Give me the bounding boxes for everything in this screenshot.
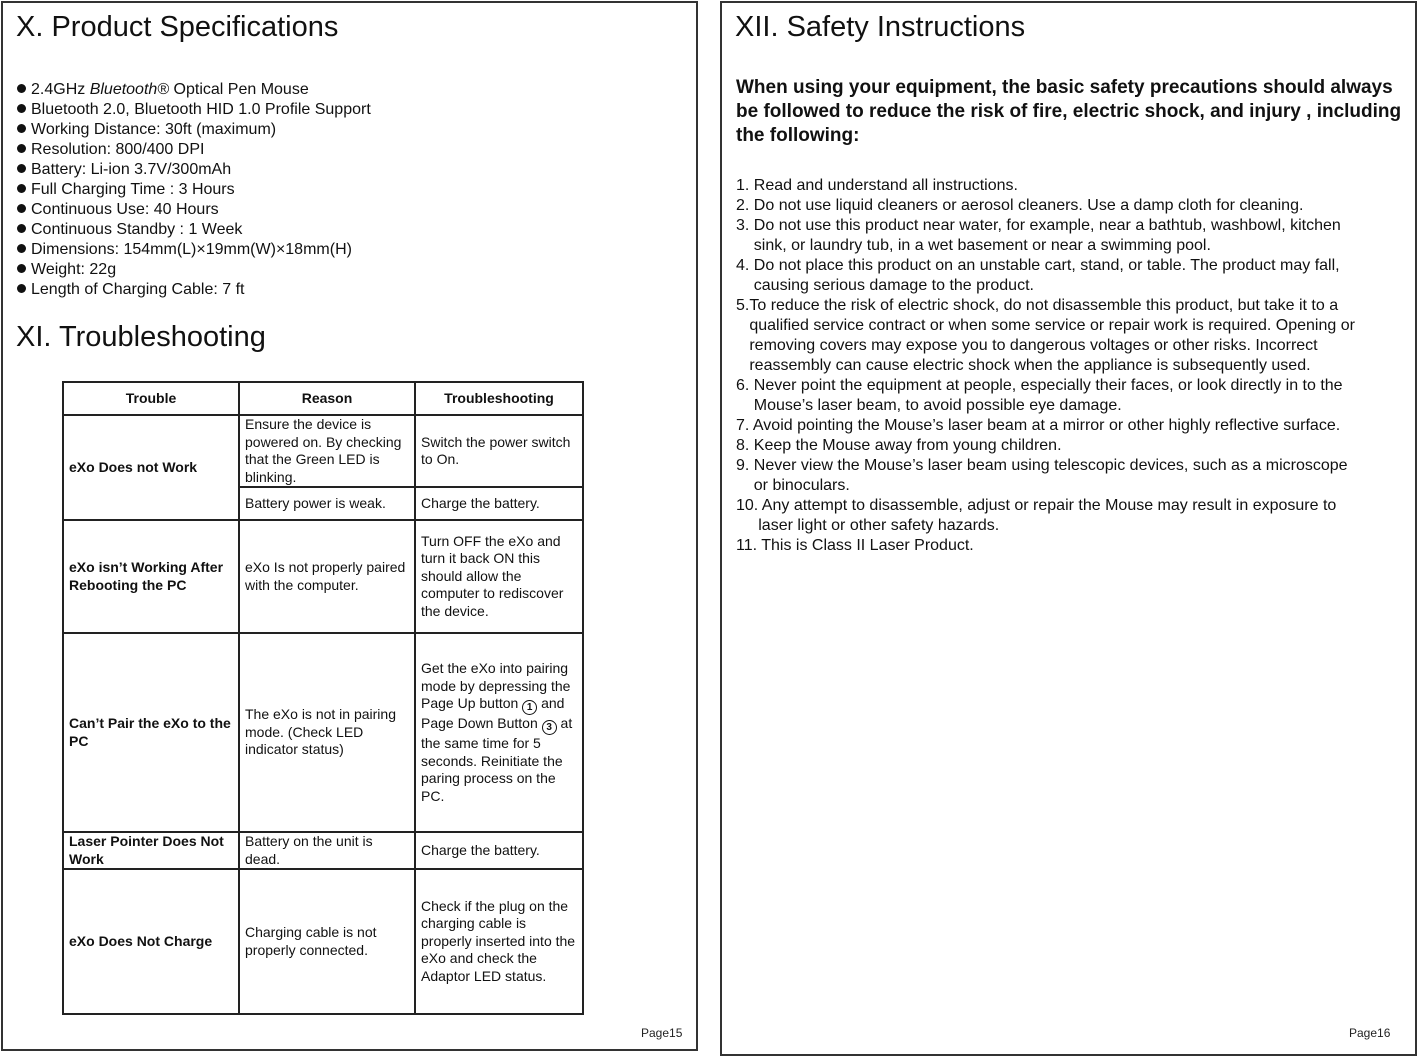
table-row bbox=[63, 520, 583, 633]
bullet-icon bbox=[17, 224, 26, 233]
spec-item: 2.4GHz Bluetooth® Optical Pen Mouse bbox=[17, 80, 371, 100]
specifications-list bbox=[17, 80, 371, 300]
spec-item: Length of Charging Cable: 7 ft bbox=[17, 280, 371, 300]
table-row bbox=[63, 633, 583, 832]
bullet-icon bbox=[17, 124, 26, 133]
page-16 bbox=[720, 1, 1417, 1056]
bullet-icon bbox=[17, 84, 26, 93]
column-header-trouble: Trouble bbox=[63, 382, 239, 415]
reason-cell: eXo Is not properly paired with the computer. bbox=[239, 520, 415, 633]
safety-rule: 3. Do not use this product near water, for example, near a bathtub, washbowl, kitchen sink, or laundry tub, in a wet basement or near a swimming pool. bbox=[736, 217, 1341, 254]
safety-rule: 4. Do not place this product on an unstable cart, stand, or table. The product may fall, causing serious damage to the product. bbox=[736, 257, 1340, 294]
reason-cell: Charging cable is not properly connected. bbox=[239, 869, 415, 1014]
safety-rule: 11. This is Class II Laser Product. bbox=[736, 537, 974, 554]
spec-item: Dimensions: 154mm(L)×19mm(W)×18mm(H) bbox=[17, 240, 371, 260]
fix-cell: Check if the plug on the charging cable is properly inserted into the eXo and check the Adaptor LED status. bbox=[415, 869, 583, 1014]
bullet-icon bbox=[17, 204, 26, 213]
safety-intro: When using your equipment, the basic safety precautions should always be followed to reduce the risk of fire, electric shock, and injury , including the following: bbox=[736, 77, 1402, 146]
reason-cell: The eXo is not in pairing mode. (Check LED indicator status) bbox=[239, 633, 415, 832]
fix-cell: Get the eXo into pairing mode by depressing the Page Up button 1 and Page Down Button 3 at the same time for 5 seconds. Reinitiate the paring process on the PC. bbox=[415, 633, 583, 832]
spec-item: Battery: Li-ion 3.7V/300mAh bbox=[17, 160, 371, 180]
page-number: Page15 bbox=[641, 1026, 683, 1040]
bullet-icon bbox=[17, 264, 26, 273]
fix-cell: Charge the battery. bbox=[415, 832, 583, 869]
trouble-cell: eXo Does Not Charge bbox=[63, 869, 239, 1014]
circled-number-icon: 3 bbox=[542, 720, 557, 735]
bluetooth-trademark: Bluetooth® bbox=[89, 81, 170, 98]
spec-item: Resolution: 800/400 DPI bbox=[17, 140, 371, 160]
column-header-troubleshooting: Troubleshooting bbox=[415, 382, 583, 415]
trouble-cell: eXo Does not Work bbox=[63, 415, 239, 520]
table-row bbox=[63, 869, 583, 1014]
bullet-icon bbox=[17, 244, 26, 253]
trouble-cell: eXo isn’t Working After Rebooting the PC bbox=[63, 520, 239, 633]
safety-rule: 1. Read and understand all instructions. bbox=[736, 177, 1018, 194]
spec-item: Continuous Use: 40 Hours bbox=[17, 200, 371, 220]
table-row bbox=[63, 832, 583, 869]
safety-rule: 7. Avoid pointing the Mouse’s laser beam at a mirror or other highly reflective surface. bbox=[736, 417, 1341, 434]
spec-item: Continuous Standby : 1 Week bbox=[17, 220, 371, 240]
fix-cell: Switch the power switch to On. bbox=[415, 415, 583, 487]
spec-item: Working Distance: 30ft (maximum) bbox=[17, 120, 371, 140]
bullet-icon bbox=[17, 104, 26, 113]
bullet-icon bbox=[17, 144, 26, 153]
reason-cell: Battery on the unit is dead. bbox=[239, 832, 415, 869]
page-number: Page16 bbox=[1349, 1026, 1391, 1040]
trouble-cell: Can’t Pair the eXo to the PC bbox=[63, 633, 239, 832]
table-header-row bbox=[63, 382, 583, 415]
safety-rule: 6. Never point the equipment at people, especially their faces, or look directly in to the Mouse’s laser beam, to avoid possible eye damage. bbox=[736, 377, 1343, 414]
troubleshooting-table bbox=[62, 381, 584, 1015]
column-header-reason: Reason bbox=[239, 382, 415, 415]
safety-rules-list bbox=[736, 176, 1406, 556]
spec-item: Full Charging Time : 3 Hours bbox=[17, 180, 371, 200]
reason-cell: Ensure the device is powered on. By checking that the Green LED is blinking. bbox=[239, 415, 415, 487]
fix-cell: Charge the battery. bbox=[415, 487, 583, 520]
reason-cell: Battery power is weak. bbox=[239, 487, 415, 520]
spec-item: Weight: 22g bbox=[17, 260, 371, 280]
safety-rule: 5.To reduce the risk of electric shock, do not disassemble this product, but take it to a qualified service contract or when some service or repair work is required. Opening or removing covers may expose you to dangerous voltages or other risks. Incorrect reassembly can cause electric shock when the appliance is subsequently used. bbox=[736, 297, 1355, 374]
trouble-cell: Laser Pointer Does Not Work bbox=[63, 832, 239, 869]
circled-number-icon: 1 bbox=[522, 700, 537, 715]
spec-item: Bluetooth 2.0, Bluetooth HID 1.0 Profile Support bbox=[17, 100, 371, 120]
safety-rule: 9. Never view the Mouse’s laser beam using telescopic devices, such as a microscope or binoculars. bbox=[736, 457, 1348, 494]
safety-rule: 8. Keep the Mouse away from young children. bbox=[736, 437, 1062, 454]
fix-cell: Turn OFF the eXo and turn it back ON this should allow the computer to rediscover the device. bbox=[415, 520, 583, 633]
bullet-icon bbox=[17, 184, 26, 193]
safety-heading: XII. Safety Instructions bbox=[735, 11, 1026, 43]
troubleshooting-heading: XI. Troubleshooting bbox=[16, 321, 266, 353]
table-row bbox=[63, 415, 583, 487]
safety-rule: 10. Any attempt to disassemble, adjust or repair the Mouse may result in exposure to laser light or other safety hazards. bbox=[736, 497, 1337, 534]
safety-rule: 2. Do not use liquid cleaners or aerosol cleaners. Use a damp cloth for cleaning. bbox=[736, 197, 1304, 214]
bullet-icon bbox=[17, 164, 26, 173]
page-15 bbox=[1, 1, 698, 1051]
specifications-heading: X. Product Specifications bbox=[16, 11, 339, 43]
bullet-icon bbox=[17, 284, 26, 293]
